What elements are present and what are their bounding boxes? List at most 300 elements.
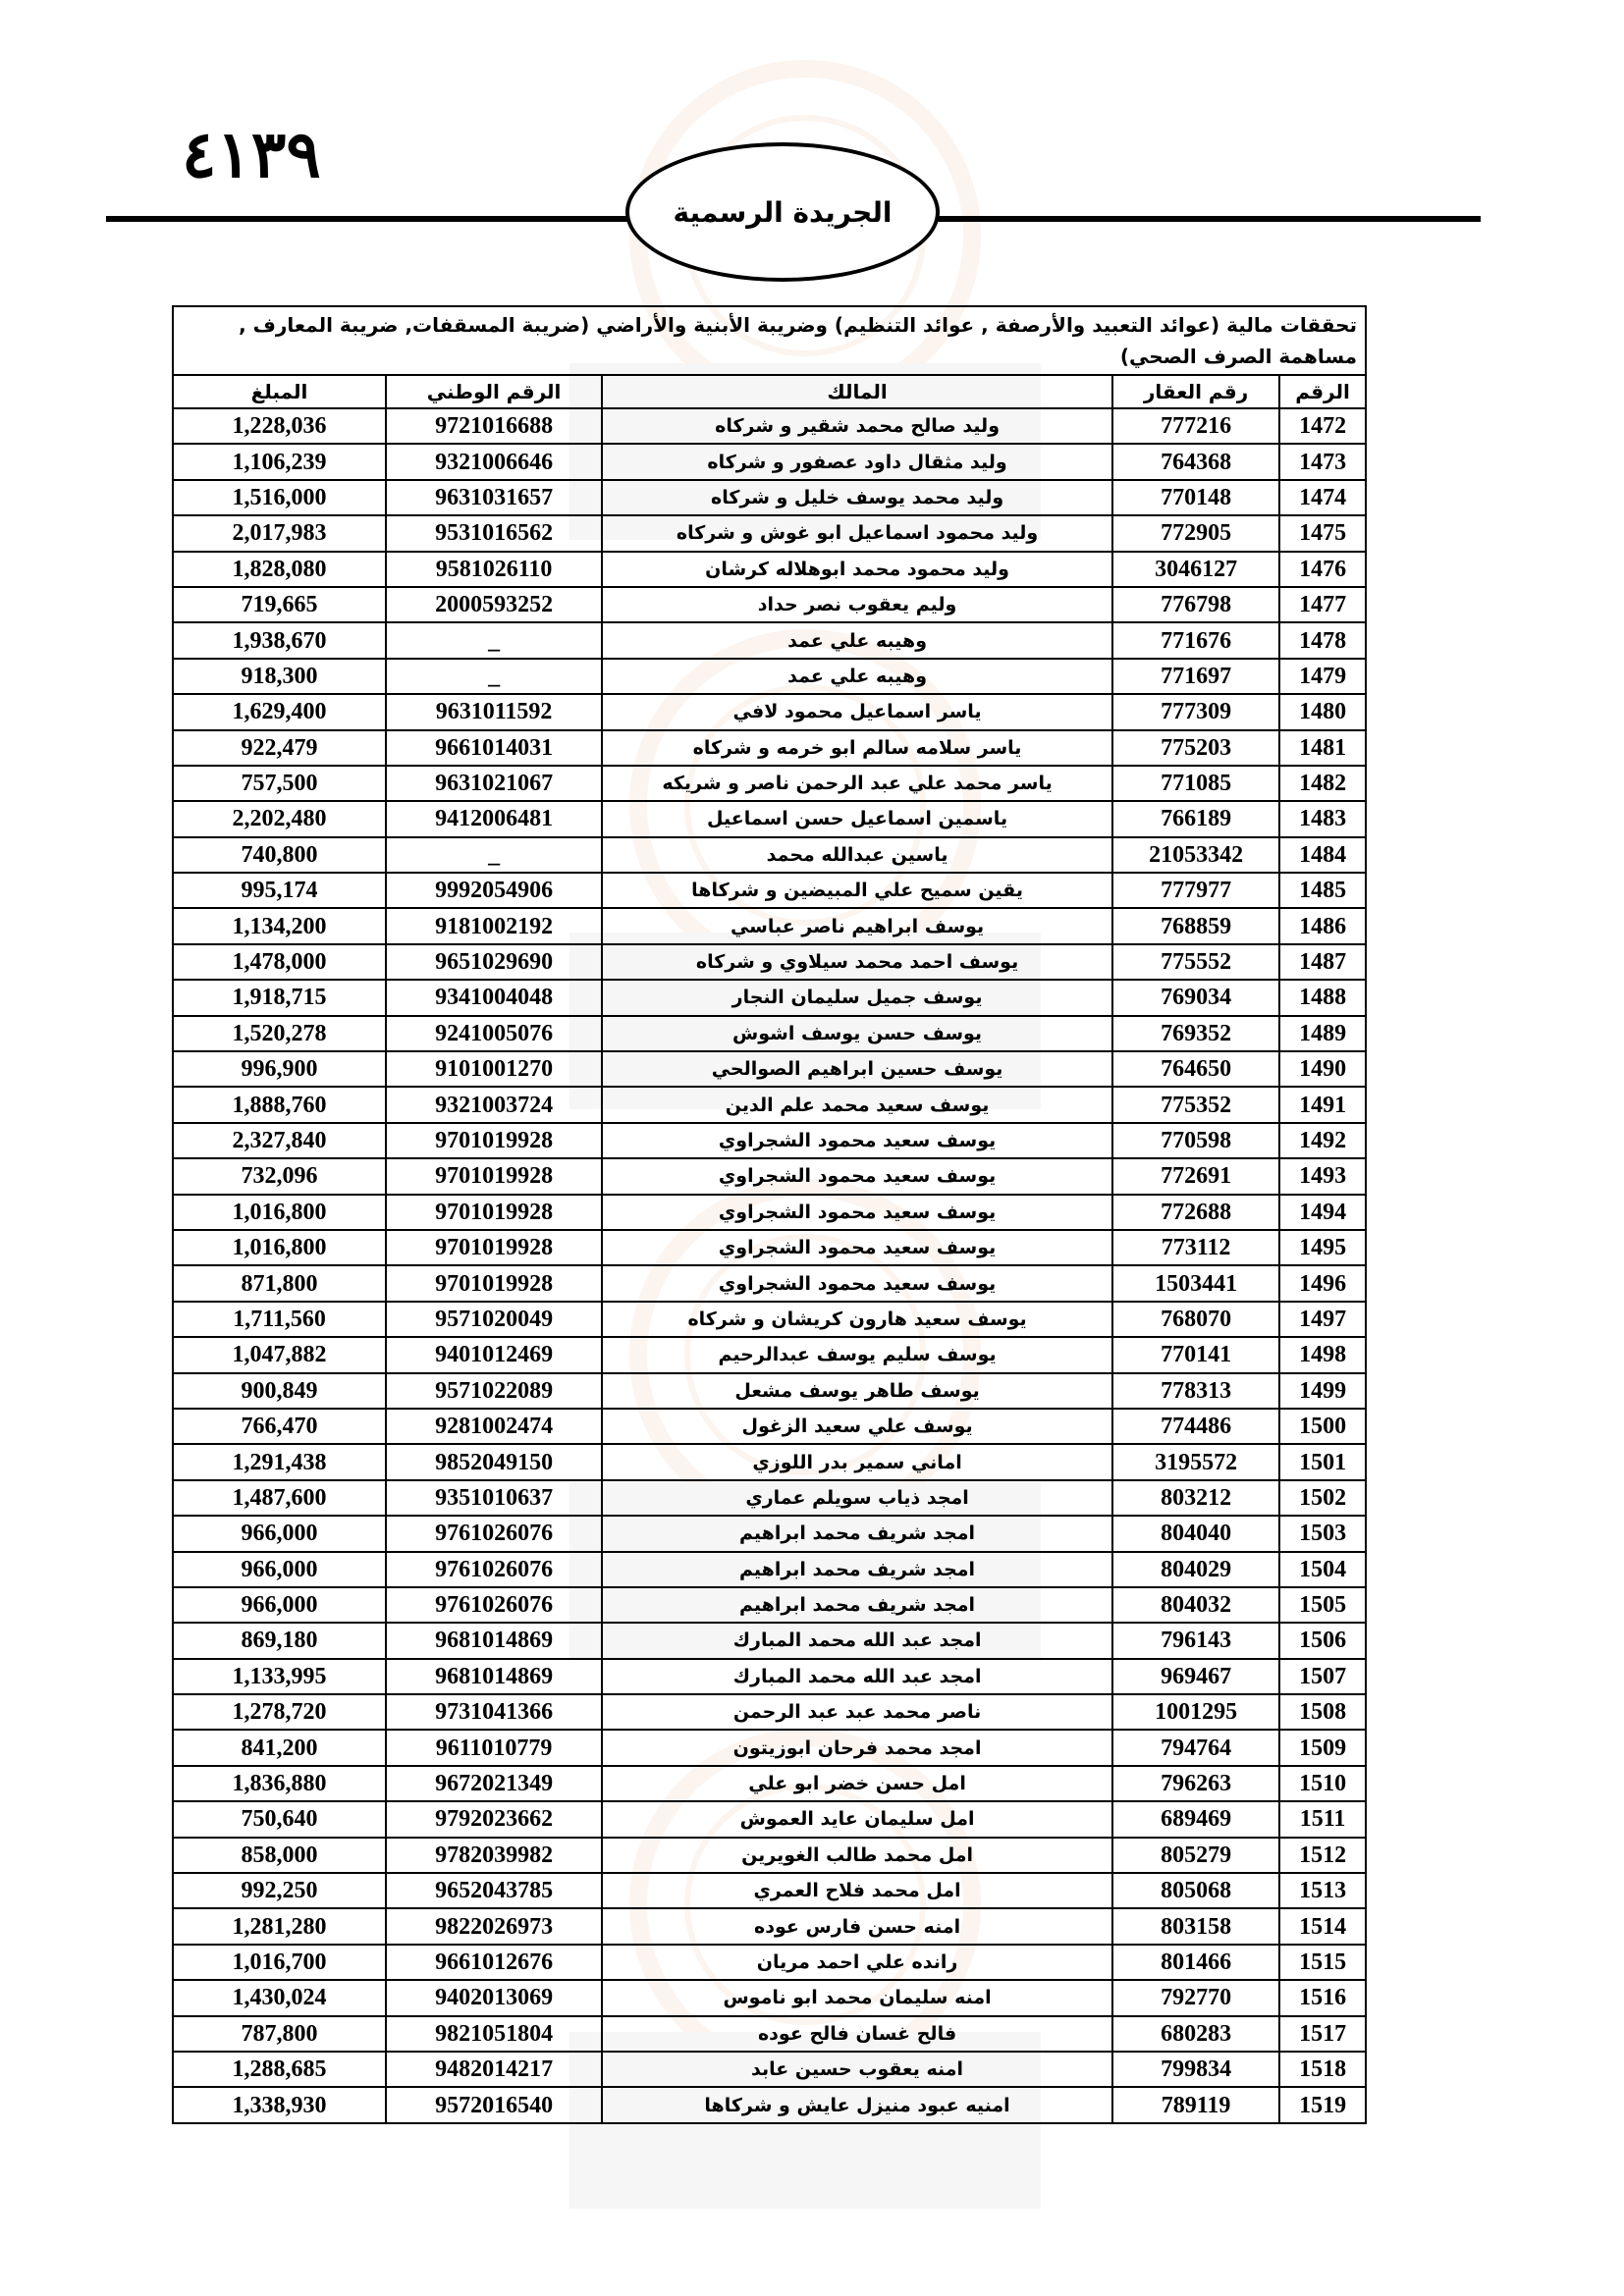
owner-name: يوسف سليم يوسف عبدالرحيم bbox=[602, 1337, 1112, 1372]
row-number: 1490 bbox=[1279, 1051, 1366, 1087]
row-number: 1477 bbox=[1279, 587, 1366, 622]
amount: 1,338,930 bbox=[173, 2087, 386, 2122]
table-row bbox=[173, 1123, 1366, 1158]
property-number: 768859 bbox=[1112, 908, 1279, 943]
owner-name: امنيه عبود منيزل عايش و شركاها bbox=[602, 2087, 1112, 2122]
owner-name: يوسف سعيد محمد علم الدين bbox=[602, 1087, 1112, 1122]
table-row bbox=[173, 837, 1366, 873]
table-row bbox=[173, 1908, 1366, 1944]
amount: 918,300 bbox=[173, 659, 386, 694]
row-number: 1486 bbox=[1279, 908, 1366, 943]
national-id: 9351010637 bbox=[386, 1480, 602, 1516]
amount: 1,278,720 bbox=[173, 1694, 386, 1730]
row-number: 1512 bbox=[1279, 1838, 1366, 1873]
amount: 992,250 bbox=[173, 1873, 386, 1908]
property-number: 777977 bbox=[1112, 873, 1279, 908]
national-id: _ bbox=[386, 837, 602, 873]
col-property-number-header: رقم العقار bbox=[1112, 375, 1279, 408]
row-number: 1473 bbox=[1279, 444, 1366, 479]
national-id: 9531016562 bbox=[386, 515, 602, 551]
property-number: 764368 bbox=[1112, 444, 1279, 479]
table-row bbox=[173, 1516, 1366, 1551]
owner-name: يقين سميح علي المبيضين و شركاها bbox=[602, 873, 1112, 908]
table-header-row bbox=[173, 375, 1366, 408]
property-number: 799834 bbox=[1112, 2052, 1279, 2087]
row-number: 1505 bbox=[1279, 1587, 1366, 1623]
national-id: 9402013069 bbox=[386, 1980, 602, 2015]
table-row bbox=[173, 1158, 1366, 1194]
owner-name: وليد محمود اسماعيل ابو غوش و شركاه bbox=[602, 515, 1112, 551]
row-number: 1475 bbox=[1279, 515, 1366, 551]
row-number: 1488 bbox=[1279, 980, 1366, 1015]
row-number: 1478 bbox=[1279, 622, 1366, 658]
col-amount-header: المبلغ bbox=[173, 375, 386, 408]
national-id: 9571020049 bbox=[386, 1302, 602, 1337]
row-number: 1518 bbox=[1279, 2052, 1366, 2087]
national-id: 9181002192 bbox=[386, 908, 602, 943]
national-id: 9661014031 bbox=[386, 730, 602, 766]
owner-name: وليد مثقال داود عصفور و شركاه bbox=[602, 444, 1112, 479]
national-id: 9651029690 bbox=[386, 944, 602, 980]
amount: 740,800 bbox=[173, 837, 386, 873]
row-number: 1516 bbox=[1279, 1980, 1366, 2015]
national-id: 9101001270 bbox=[386, 1051, 602, 1087]
table-row bbox=[173, 1766, 1366, 1801]
amount: 995,174 bbox=[173, 873, 386, 908]
row-number: 1517 bbox=[1279, 2016, 1366, 2052]
amount: 1,828,080 bbox=[173, 552, 386, 587]
property-number: 775552 bbox=[1112, 944, 1279, 980]
property-number: 801466 bbox=[1112, 1945, 1279, 1980]
table-row bbox=[173, 1265, 1366, 1301]
national-id: 9681014869 bbox=[386, 1659, 602, 1694]
table-row bbox=[173, 1302, 1366, 1337]
amount: 1,711,560 bbox=[173, 1302, 386, 1337]
row-number: 1509 bbox=[1279, 1730, 1366, 1765]
property-number: 771697 bbox=[1112, 659, 1279, 694]
property-number: 792770 bbox=[1112, 1980, 1279, 2015]
owner-name: امجد شريف محمد ابراهيم bbox=[602, 1516, 1112, 1551]
amount: 732,096 bbox=[173, 1158, 386, 1194]
row-number: 1499 bbox=[1279, 1373, 1366, 1409]
row-number: 1480 bbox=[1279, 694, 1366, 729]
amount: 2,017,983 bbox=[173, 515, 386, 551]
row-number: 1474 bbox=[1279, 480, 1366, 515]
amount: 1,430,024 bbox=[173, 1980, 386, 2015]
table-row bbox=[173, 587, 1366, 622]
national-id: 9852049150 bbox=[386, 1444, 602, 1479]
national-id: 9341004048 bbox=[386, 980, 602, 1015]
amount: 841,200 bbox=[173, 1730, 386, 1765]
table-row bbox=[173, 1087, 1366, 1122]
national-id: 9701019928 bbox=[386, 1265, 602, 1301]
property-number: 680283 bbox=[1112, 2016, 1279, 2052]
national-id: 9572016540 bbox=[386, 2087, 602, 2122]
national-id: 9482014217 bbox=[386, 2052, 602, 2087]
property-number: 775352 bbox=[1112, 1087, 1279, 1122]
national-id: 9701019928 bbox=[386, 1230, 602, 1265]
row-number: 1495 bbox=[1279, 1230, 1366, 1265]
row-number: 1484 bbox=[1279, 837, 1366, 873]
row-number: 1513 bbox=[1279, 1873, 1366, 1908]
national-id: 9401012469 bbox=[386, 1337, 602, 1372]
amount: 1,629,400 bbox=[173, 694, 386, 729]
table-row bbox=[173, 1230, 1366, 1265]
property-number: 689469 bbox=[1112, 1801, 1279, 1837]
owner-name: وليد صالح محمد شقير و شركاه bbox=[602, 408, 1112, 444]
property-number: 770148 bbox=[1112, 480, 1279, 515]
property-number: 804029 bbox=[1112, 1552, 1279, 1587]
national-id: 9631031657 bbox=[386, 480, 602, 515]
national-id: 2000593252 bbox=[386, 587, 602, 622]
row-number: 1479 bbox=[1279, 659, 1366, 694]
page-number: ٤١٣٩ bbox=[182, 116, 321, 192]
table-row bbox=[173, 1409, 1366, 1444]
assessments-table-wrap bbox=[172, 305, 1365, 2124]
table-row bbox=[173, 944, 1366, 980]
amount: 900,849 bbox=[173, 1373, 386, 1409]
amount: 2,327,840 bbox=[173, 1123, 386, 1158]
owner-name: يوسف حسن يوسف اشوش bbox=[602, 1016, 1112, 1051]
table-row bbox=[173, 2016, 1366, 2052]
row-number: 1515 bbox=[1279, 1945, 1366, 1980]
col-number-header: الرقم bbox=[1279, 375, 1366, 408]
property-number: 769352 bbox=[1112, 1016, 1279, 1051]
table-row bbox=[173, 873, 1366, 908]
amount: 869,180 bbox=[173, 1623, 386, 1658]
amount: 1,281,280 bbox=[173, 1908, 386, 1944]
table-row bbox=[173, 1373, 1366, 1409]
national-id: 9681014869 bbox=[386, 1623, 602, 1658]
row-number: 1497 bbox=[1279, 1302, 1366, 1337]
gazette-title-oval bbox=[625, 142, 940, 282]
property-number: 803158 bbox=[1112, 1908, 1279, 1944]
national-id: 9631011592 bbox=[386, 694, 602, 729]
table-row bbox=[173, 515, 1366, 551]
property-number: 1001295 bbox=[1112, 1694, 1279, 1730]
table-row bbox=[173, 1980, 1366, 2015]
amount: 1,918,715 bbox=[173, 980, 386, 1015]
owner-name: فالح غسان فالح عوده bbox=[602, 2016, 1112, 2052]
table-row bbox=[173, 766, 1366, 801]
amount: 1,888,760 bbox=[173, 1087, 386, 1122]
owner-name: امجد شريف محمد ابراهيم bbox=[602, 1552, 1112, 1587]
national-id: 9672021349 bbox=[386, 1766, 602, 1801]
table-row bbox=[173, 908, 1366, 943]
national-id: 9821051804 bbox=[386, 2016, 602, 2052]
amount: 766,470 bbox=[173, 1409, 386, 1444]
table-row bbox=[173, 480, 1366, 515]
amount: 858,000 bbox=[173, 1838, 386, 1873]
gazette-title: الجريدة الرسمية bbox=[673, 195, 893, 229]
col-national-id-header: الرقم الوطني bbox=[386, 375, 602, 408]
amount: 966,000 bbox=[173, 1516, 386, 1551]
table-row bbox=[173, 1195, 1366, 1230]
table-row bbox=[173, 1838, 1366, 1873]
amount: 1,228,036 bbox=[173, 408, 386, 444]
national-id: 9281002474 bbox=[386, 1409, 602, 1444]
owner-name: يوسف سعيد محمود الشجراوي bbox=[602, 1123, 1112, 1158]
national-id: 9701019928 bbox=[386, 1195, 602, 1230]
table-row bbox=[173, 1801, 1366, 1837]
amount: 2,202,480 bbox=[173, 801, 386, 836]
row-number: 1496 bbox=[1279, 1265, 1366, 1301]
amount: 1,134,200 bbox=[173, 908, 386, 943]
table-row bbox=[173, 1730, 1366, 1765]
owner-name: امل حسن خضر ابو علي bbox=[602, 1766, 1112, 1801]
amount: 996,900 bbox=[173, 1051, 386, 1087]
property-number: 764650 bbox=[1112, 1051, 1279, 1087]
property-number: 771676 bbox=[1112, 622, 1279, 658]
national-id: 9652043785 bbox=[386, 1873, 602, 1908]
amount: 1,516,000 bbox=[173, 480, 386, 515]
amount: 1,047,882 bbox=[173, 1337, 386, 1372]
table-row bbox=[173, 1694, 1366, 1730]
property-number: 771085 bbox=[1112, 766, 1279, 801]
owner-name: رانده علي احمد مريان bbox=[602, 1945, 1112, 1980]
owner-name: اماني سمير بدر اللوزي bbox=[602, 1444, 1112, 1479]
owner-name: وليم يعقوب نصر حداد bbox=[602, 587, 1112, 622]
national-id: 9701019928 bbox=[386, 1123, 602, 1158]
amount: 1,133,995 bbox=[173, 1659, 386, 1694]
row-number: 1472 bbox=[1279, 408, 1366, 444]
property-number: 766189 bbox=[1112, 801, 1279, 836]
owner-name: يوسف علي سعيد الزغول bbox=[602, 1409, 1112, 1444]
row-number: 1500 bbox=[1279, 1409, 1366, 1444]
property-number: 768070 bbox=[1112, 1302, 1279, 1337]
national-id: 9782039982 bbox=[386, 1838, 602, 1873]
row-number: 1476 bbox=[1279, 552, 1366, 587]
table-caption: تحققات مالية (عوائد التعبيد والأرصفة , عوائد التنظيم) وضريبة الأبنية والأراضي (ضريبة المسقفات, ضريبة المعارف , مساهمة الصرف الصحي) bbox=[173, 306, 1366, 375]
property-number: 777309 bbox=[1112, 694, 1279, 729]
owner-name: ياسر اسماعيل محمود لافي bbox=[602, 694, 1112, 729]
owner-name: يوسف ابراهيم ناصر عباسي bbox=[602, 908, 1112, 943]
property-number: 769034 bbox=[1112, 980, 1279, 1015]
row-number: 1482 bbox=[1279, 766, 1366, 801]
property-number: 776798 bbox=[1112, 587, 1279, 622]
row-number: 1502 bbox=[1279, 1480, 1366, 1516]
owner-name: امجد عبد الله محمد المبارك bbox=[602, 1659, 1112, 1694]
amount: 1,478,000 bbox=[173, 944, 386, 980]
table-row bbox=[173, 1444, 1366, 1479]
row-number: 1510 bbox=[1279, 1766, 1366, 1801]
national-id: 9822026973 bbox=[386, 1908, 602, 1944]
table-body bbox=[173, 408, 1366, 2123]
national-id: 9412006481 bbox=[386, 801, 602, 836]
row-number: 1485 bbox=[1279, 873, 1366, 908]
national-id: 9761026076 bbox=[386, 1552, 602, 1587]
amount: 966,000 bbox=[173, 1587, 386, 1623]
owner-name: ياسر سلامه سالم ابو خرمه و شركاه bbox=[602, 730, 1112, 766]
table-row bbox=[173, 694, 1366, 729]
row-number: 1501 bbox=[1279, 1444, 1366, 1479]
owner-name: يوسف جميل سليمان النجار bbox=[602, 980, 1112, 1015]
property-number: 770598 bbox=[1112, 1123, 1279, 1158]
property-number: 3046127 bbox=[1112, 552, 1279, 587]
property-number: 772688 bbox=[1112, 1195, 1279, 1230]
owner-name: يوسف سعيد محمود الشجراوي bbox=[602, 1158, 1112, 1194]
national-id: 9321003724 bbox=[386, 1087, 602, 1122]
amount: 1,016,800 bbox=[173, 1230, 386, 1265]
table-row bbox=[173, 1016, 1366, 1051]
property-number: 796263 bbox=[1112, 1766, 1279, 1801]
table-row bbox=[173, 730, 1366, 766]
row-number: 1504 bbox=[1279, 1552, 1366, 1587]
owner-name: امجد محمد فرحان ابوزيتون bbox=[602, 1730, 1112, 1765]
property-number: 969467 bbox=[1112, 1659, 1279, 1694]
row-number: 1481 bbox=[1279, 730, 1366, 766]
national-id: 9721016688 bbox=[386, 408, 602, 444]
national-id: 9661012676 bbox=[386, 1945, 602, 1980]
property-number: 773112 bbox=[1112, 1230, 1279, 1265]
owner-name: امل محمد طالب الغويرين bbox=[602, 1838, 1112, 1873]
property-number: 774486 bbox=[1112, 1409, 1279, 1444]
table-row bbox=[173, 444, 1366, 479]
national-id: 9581026110 bbox=[386, 552, 602, 587]
national-id: 9792023662 bbox=[386, 1801, 602, 1837]
amount: 750,640 bbox=[173, 1801, 386, 1837]
national-id: 9631021067 bbox=[386, 766, 602, 801]
owner-name: وهيبه علي عمد bbox=[602, 659, 1112, 694]
owner-name: يوسف سعيد محمود الشجراوي bbox=[602, 1265, 1112, 1301]
row-number: 1519 bbox=[1279, 2087, 1366, 2122]
owner-name: امل محمد فلاح العمري bbox=[602, 1873, 1112, 1908]
amount: 1,938,670 bbox=[173, 622, 386, 658]
row-number: 1507 bbox=[1279, 1659, 1366, 1694]
owner-name: يوسف سعيد محمود الشجراوي bbox=[602, 1230, 1112, 1265]
property-number: 794764 bbox=[1112, 1730, 1279, 1765]
owner-name: يوسف حسين ابراهيم الصوالحي bbox=[602, 1051, 1112, 1087]
amount: 1,016,700 bbox=[173, 1945, 386, 1980]
row-number: 1491 bbox=[1279, 1087, 1366, 1122]
owner-name: ناصر محمد عبد عبد الرحمن bbox=[602, 1694, 1112, 1730]
national-id: 9761026076 bbox=[386, 1587, 602, 1623]
table-row bbox=[173, 980, 1366, 1015]
national-id: 9992054906 bbox=[386, 873, 602, 908]
table-row bbox=[173, 1873, 1366, 1908]
property-number: 789119 bbox=[1112, 2087, 1279, 2122]
national-id: 9321006646 bbox=[386, 444, 602, 479]
property-number: 778313 bbox=[1112, 1373, 1279, 1409]
property-number: 804040 bbox=[1112, 1516, 1279, 1551]
table-row bbox=[173, 552, 1366, 587]
national-id: 9571022089 bbox=[386, 1373, 602, 1409]
amount: 1,520,278 bbox=[173, 1016, 386, 1051]
row-number: 1487 bbox=[1279, 944, 1366, 980]
amount: 1,291,438 bbox=[173, 1444, 386, 1479]
owner-name: يوسف طاهر يوسف مشعل bbox=[602, 1373, 1112, 1409]
owner-name: يوسف احمد محمد سيلاوي و شركاه bbox=[602, 944, 1112, 980]
property-number: 777216 bbox=[1112, 408, 1279, 444]
amount: 787,800 bbox=[173, 2016, 386, 2052]
property-number: 1503441 bbox=[1112, 1265, 1279, 1301]
property-number: 805279 bbox=[1112, 1838, 1279, 1873]
owner-name: امل سليمان عايد العموش bbox=[602, 1801, 1112, 1837]
owner-name: وليد محمد يوسف خليل و شركاه bbox=[602, 480, 1112, 515]
row-number: 1489 bbox=[1279, 1016, 1366, 1051]
property-number: 796143 bbox=[1112, 1623, 1279, 1658]
owner-name: امنه حسن فارس عوده bbox=[602, 1908, 1112, 1944]
row-number: 1493 bbox=[1279, 1158, 1366, 1194]
amount: 1,106,239 bbox=[173, 444, 386, 479]
assessments-table bbox=[172, 305, 1367, 2124]
table-row bbox=[173, 2087, 1366, 2122]
national-id: 9731041366 bbox=[386, 1694, 602, 1730]
owner-name: امجد عبد الله محمد المبارك bbox=[602, 1623, 1112, 1658]
national-id: 9761026076 bbox=[386, 1516, 602, 1551]
owner-name: ياسمين اسماعيل حسن اسماعيل bbox=[602, 801, 1112, 836]
amount: 1,016,800 bbox=[173, 1195, 386, 1230]
national-id: 9611010779 bbox=[386, 1730, 602, 1765]
owner-name: يوسف سعيد محمود الشجراوي bbox=[602, 1195, 1112, 1230]
property-number: 772691 bbox=[1112, 1158, 1279, 1194]
table-row bbox=[173, 1552, 1366, 1587]
amount: 871,800 bbox=[173, 1265, 386, 1301]
table-row bbox=[173, 1051, 1366, 1087]
table-row bbox=[173, 1587, 1366, 1623]
owner-name: امجد ذياب سويلم عماري bbox=[602, 1480, 1112, 1516]
owner-name: ياسين عبدالله محمد bbox=[602, 837, 1112, 873]
table-row bbox=[173, 1337, 1366, 1372]
amount: 757,500 bbox=[173, 766, 386, 801]
table-row bbox=[173, 1623, 1366, 1658]
national-id: 9241005076 bbox=[386, 1016, 602, 1051]
property-number: 804032 bbox=[1112, 1587, 1279, 1623]
row-number: 1498 bbox=[1279, 1337, 1366, 1372]
table-row bbox=[173, 2052, 1366, 2087]
national-id: _ bbox=[386, 622, 602, 658]
owner-name: امنه يعقوب حسين عابد bbox=[602, 2052, 1112, 2087]
table-row bbox=[173, 1945, 1366, 1980]
owner-name: وهيبه علي عمد bbox=[602, 622, 1112, 658]
national-id: 9701019928 bbox=[386, 1158, 602, 1194]
property-number: 3195572 bbox=[1112, 1444, 1279, 1479]
owner-name: وليد محمود محمد ابوهلاله كرشان bbox=[602, 552, 1112, 587]
row-number: 1514 bbox=[1279, 1908, 1366, 1944]
amount: 719,665 bbox=[173, 587, 386, 622]
amount: 1,288,685 bbox=[173, 2052, 386, 2087]
row-number: 1492 bbox=[1279, 1123, 1366, 1158]
table-row bbox=[173, 659, 1366, 694]
row-number: 1494 bbox=[1279, 1195, 1366, 1230]
national-id: _ bbox=[386, 659, 602, 694]
table-row bbox=[173, 801, 1366, 836]
property-number: 775203 bbox=[1112, 730, 1279, 766]
table-row bbox=[173, 1659, 1366, 1694]
row-number: 1506 bbox=[1279, 1623, 1366, 1658]
amount: 922,479 bbox=[173, 730, 386, 766]
row-number: 1511 bbox=[1279, 1801, 1366, 1837]
property-number: 803212 bbox=[1112, 1480, 1279, 1516]
amount: 966,000 bbox=[173, 1552, 386, 1587]
col-owner-header: المالك bbox=[602, 375, 1112, 408]
table-row bbox=[173, 1480, 1366, 1516]
amount: 1,487,600 bbox=[173, 1480, 386, 1516]
table-row bbox=[173, 622, 1366, 658]
amount: 1,836,880 bbox=[173, 1766, 386, 1801]
property-number: 770141 bbox=[1112, 1337, 1279, 1372]
owner-name: امنه سليمان محمد ابو ناموس bbox=[602, 1980, 1112, 2015]
row-number: 1503 bbox=[1279, 1516, 1366, 1551]
owner-name: ياسر محمد علي عبد الرحمن ناصر و شريكه bbox=[602, 766, 1112, 801]
row-number: 1508 bbox=[1279, 1694, 1366, 1730]
row-number: 1483 bbox=[1279, 801, 1366, 836]
owner-name: يوسف سعيد هارون كريشان و شركاه bbox=[602, 1302, 1112, 1337]
table-row bbox=[173, 408, 1366, 444]
owner-name: امجد شريف محمد ابراهيم bbox=[602, 1587, 1112, 1623]
property-number: 805068 bbox=[1112, 1873, 1279, 1908]
property-number: 21053342 bbox=[1112, 837, 1279, 873]
